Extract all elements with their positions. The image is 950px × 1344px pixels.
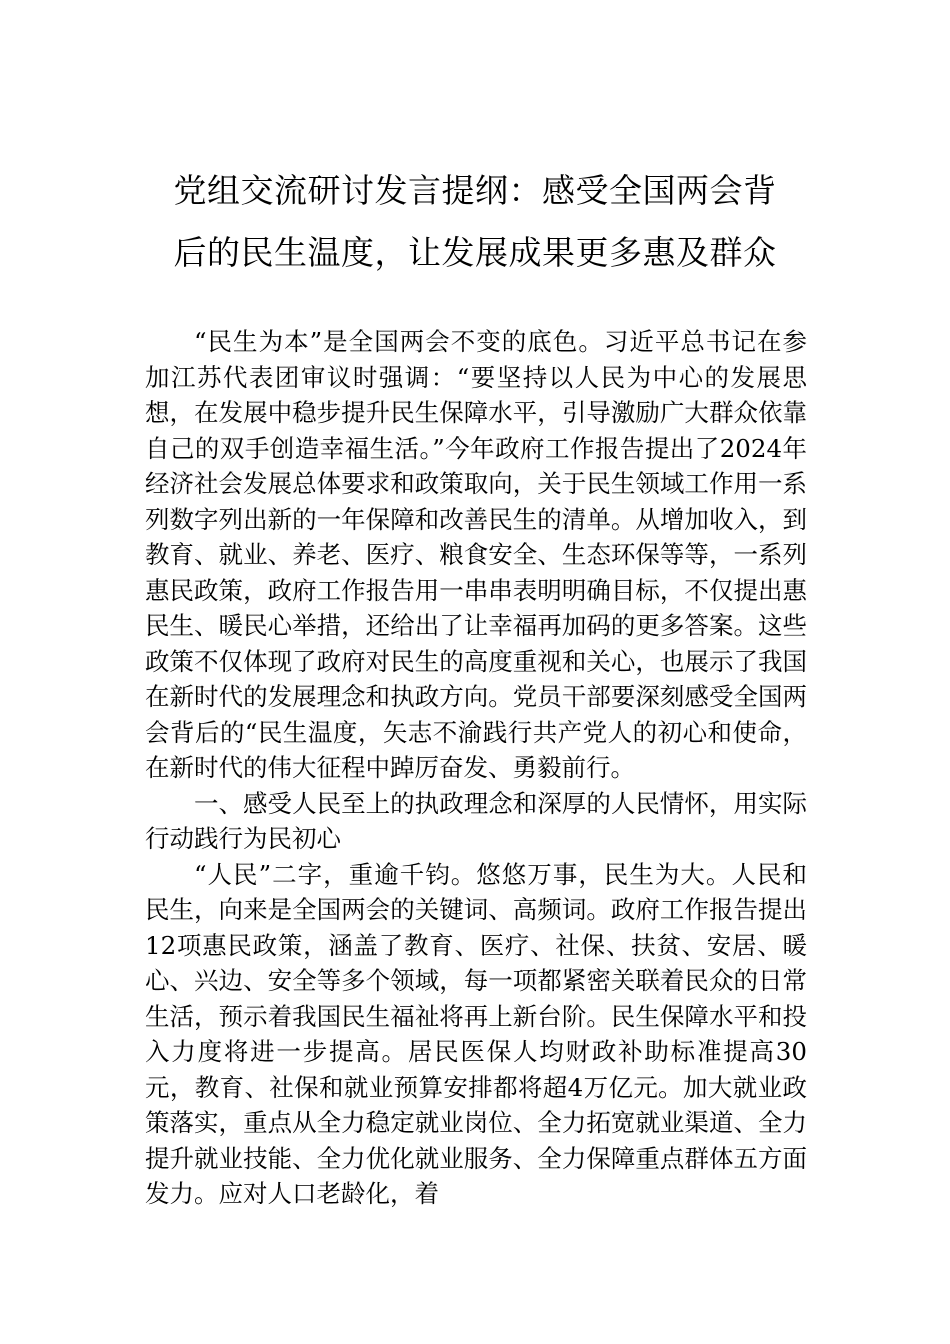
section-heading-1: 一、感受人民至上的执政理念和深厚的人民情怀，用实际行动践行为民初心 bbox=[145, 788, 807, 853]
paragraph-section-1: “人民”二字，重逾千钧。悠悠万事，民生为大。人民和民生，向来是全国两会的关键词、高频词。政府工作报告提出12项惠民政策，涵盖了教育、医疗、社保、扶贫、安居、暖心、兴边、安全等多个领域，每一项都紧密关联着民众的日常生活，预示着我国民生福祉将再上新台阶。民生保障水平和投入力度将进一步提高。居民医保人均财政补助标准提高30元，教育、社保和就业预算安排都将超4万亿元。加大就业政策落实，重点从全力稳定就业岗位、全力拓宽就业渠道、全力提升就业技能、全力优化就业服务、全力保障重点群体五方面发力。应对人口老龄化，着 bbox=[145, 859, 807, 1208]
title-line-2: 后的民生温度，让发展成果更多惠及群众 bbox=[173, 233, 777, 272]
document-title bbox=[140, 160, 810, 284]
title-line-1: 党组交流研讨发言提纲：感受全国两会背 bbox=[173, 171, 777, 210]
paragraph-intro: “民生为本”是全国两会不变的底色。习近平总书记在参加江苏代表团审议时强调：“要坚持以人民为中心的发展思想，在发展中稳步提升民生保障水平，引导激励广大群众依靠自己的双手创造幸福生活。”今年政府工作报告提出了2024年经济社会发展总体要求和政策取向，关于民生领域工作用一系列数字列出新的一年保障和改善民生的清单。从增加收入，到教育、就业、养老、医疗、粮食安全、生态环保等等，一系列惠民政策，政府工作报告用一串串表明明确目标，不仅提出惠民生、暖民心举措，还给出了让幸福再加码的更多答案。这些政策不仅体现了政府对民生的高度重视和关心，也展示了我国在新时代的发展理念和执政方向。党员干部要深刻感受全国两会背后的“民生温度，矢志不渝践行共产党人的初心和使命，在新时代的伟大征程中踔厉奋发、勇毅前行。 bbox=[145, 327, 807, 782]
document-body bbox=[145, 324, 807, 1212]
